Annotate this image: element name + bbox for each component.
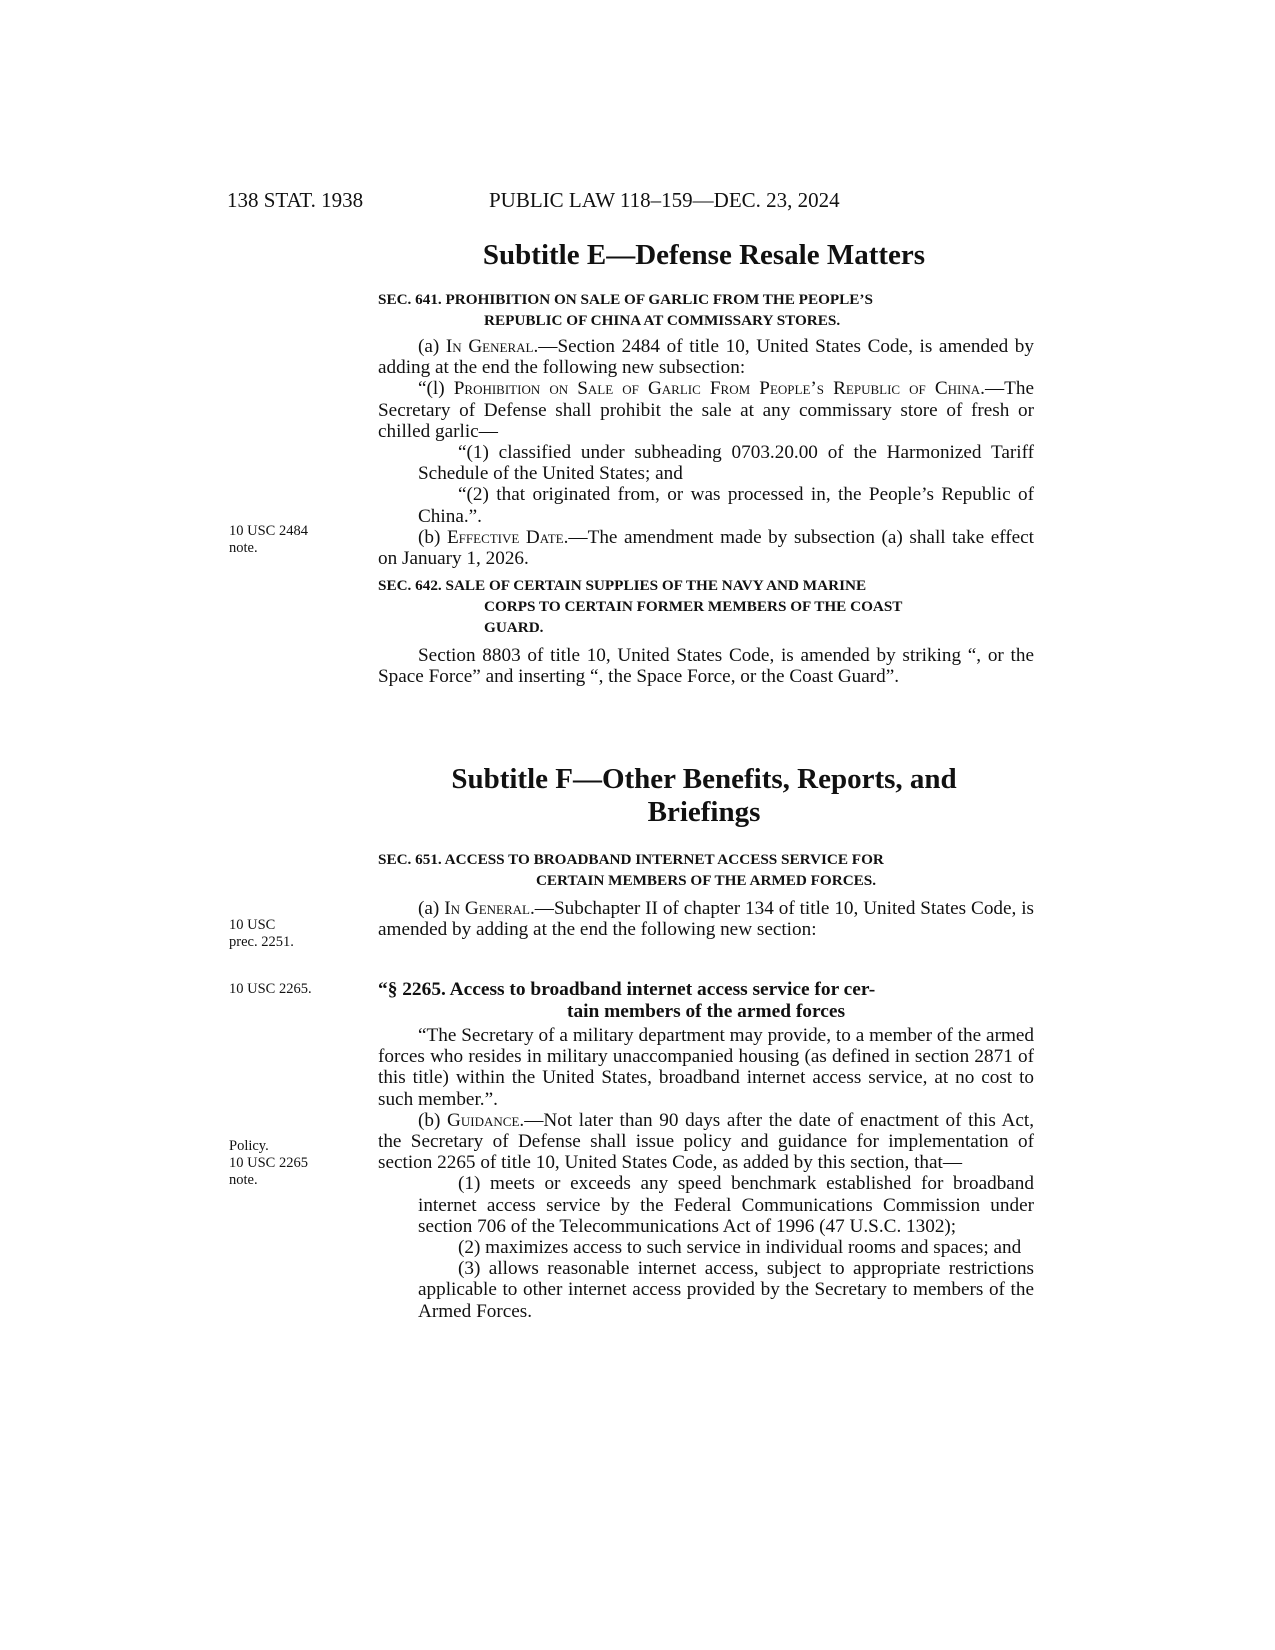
margin-note-10-usc-2484: 10 USC 2484 note.: [229, 523, 308, 556]
sec-641-subsection-a: (a) In General.—Section 2484 of title 10, United States Code, is amended by adding at the end the following new subsection:: [378, 336, 1034, 379]
sec-651-heading: [378, 849, 1034, 891]
sec-641-heading: [378, 289, 1034, 331]
sec-641-heading-line1: SEC. 641. PROHIBITION ON SALE OF GARLIC FROM THE PEOPLE’S: [378, 291, 873, 308]
sec-651-heading-line2: CERTAIN MEMBERS OF THE ARMED FORCES.: [535, 872, 877, 889]
caption-in-general: In General: [445, 336, 534, 357]
sec-651-heading-line1: SEC. 651. ACCESS TO BROADBAND INTERNET ACCESS SERVICE FOR: [378, 851, 884, 868]
subtitle-e-heading: Subtitle E—Defense Resale Matters: [482, 239, 926, 271]
sec-651-subsection-a-block: [378, 898, 1034, 940]
sec-651-subsection-a: (a) In General.—Subchapter II of chapter 134 of title 10, United States Code, is amended by adding at the end the following new section:: [378, 898, 1035, 941]
caption-prohibition: Prohibition on Sale of Garlic From People’s Republic of China: [453, 378, 981, 400]
caption-effective-date: Effective Date: [446, 526, 564, 548]
section-2265-text: “The Secretary of a military department may provide, to a member of the armed forces who resides in military unaccompanied housing (as defined in section 2871 of this title) within the United States, broadband internet access service, at no cost to such member.”.: [378, 1025, 1034, 1110]
sec-642-body: [378, 645, 1034, 687]
sec-641-heading-line2: REPUBLIC OF CHINA AT COMMISSARY STORES.: [484, 312, 841, 329]
margin-note-10-usc-prec-2251: 10 USC prec. 2251.: [229, 917, 294, 950]
sec-651-item-1: (1) meets or exceeds any speed benchmark established for broadband internet access service by the Federal Communications Commission under section 706 of the Telecommunications Act of 1996 (47 U.S.C. 1302);: [418, 1173, 1034, 1237]
sec-642-heading-line3: GUARD.: [484, 619, 544, 636]
subtitle-f-heading: [370, 763, 1038, 829]
section-2265-heading-line1: “§ 2265. Access to broadband internet access service for cer-: [378, 979, 876, 1000]
subtitle-f-line2: Briefings: [647, 796, 761, 828]
sec-642-heading-line1: SEC. 642. SALE OF CERTAIN SUPPLIES OF THE NAVY AND MARINE: [378, 577, 867, 594]
sec-641-body: [378, 336, 1034, 569]
sec-641-item-2: “(2) that originated from, or was processed in, the People’s Republic of China.”.: [418, 484, 1034, 527]
sec-641-item-1: “(1) classified under subheading 0703.20.00 of the Harmonized Tariff Schedule of the United States; and: [418, 442, 1034, 485]
page-stat-citation: 138 STAT. 1938: [227, 188, 364, 212]
sec-651-subsection-b: (b) Guidance.—Not later than 90 days after the date of enactment of this Act, the Secretary of Defense shall issue policy and guidance for implementation of section 2265 of title 10, United States Code, as added by this section, that—: [378, 1109, 1034, 1174]
sec-642-heading: [378, 575, 1034, 638]
section-2265-heading: [378, 979, 1034, 1023]
sec-641-subsection-l: “(l) Prohibition on Sale of Garlic From People’s Republic of China.—The Secretary of Defense shall prohibit the sale at any commissary store of fresh or chilled garlic—: [378, 378, 1034, 442]
subtitle-f-line1: Subtitle F—Other Benefits, Reports, and: [451, 763, 957, 795]
sec-642-heading-line2: CORPS TO CERTAIN FORMER MEMBERS OF THE COAST: [484, 598, 903, 615]
margin-note-policy: Policy. 10 USC 2265 note.: [229, 1138, 308, 1188]
margin-note-10-usc-2265: 10 USC 2265.: [229, 981, 312, 997]
caption-in-general-651: In General: [444, 898, 530, 919]
section-2265-heading-line2: tain members of the armed forces: [566, 1001, 846, 1022]
caption-guidance: Guidance: [447, 1109, 520, 1131]
sec-651-item-3: (3) allows reasonable internet access, subject to appropriate restrictions applicable to other internet access provided by the Secretary to members of the Armed Forces.: [418, 1258, 1034, 1322]
sec-651-item-2: (2) maximizes access to such service in individual rooms and spaces; and: [458, 1237, 1022, 1259]
sec-642-text: Section 8803 of title 10, United States Code, is amended by striking “, or the Space Force” and inserting “, the Space Force, or the Coast Guard”.: [378, 645, 1034, 688]
sec-641-subsection-b: (b) Effective Date.—The amendment made by subsection (a) shall take effect on January 1, 2026.: [378, 526, 1035, 570]
running-head: PUBLIC LAW 118–159—DEC. 23, 2024: [489, 188, 840, 212]
sec-651-body: [378, 1025, 1034, 1322]
